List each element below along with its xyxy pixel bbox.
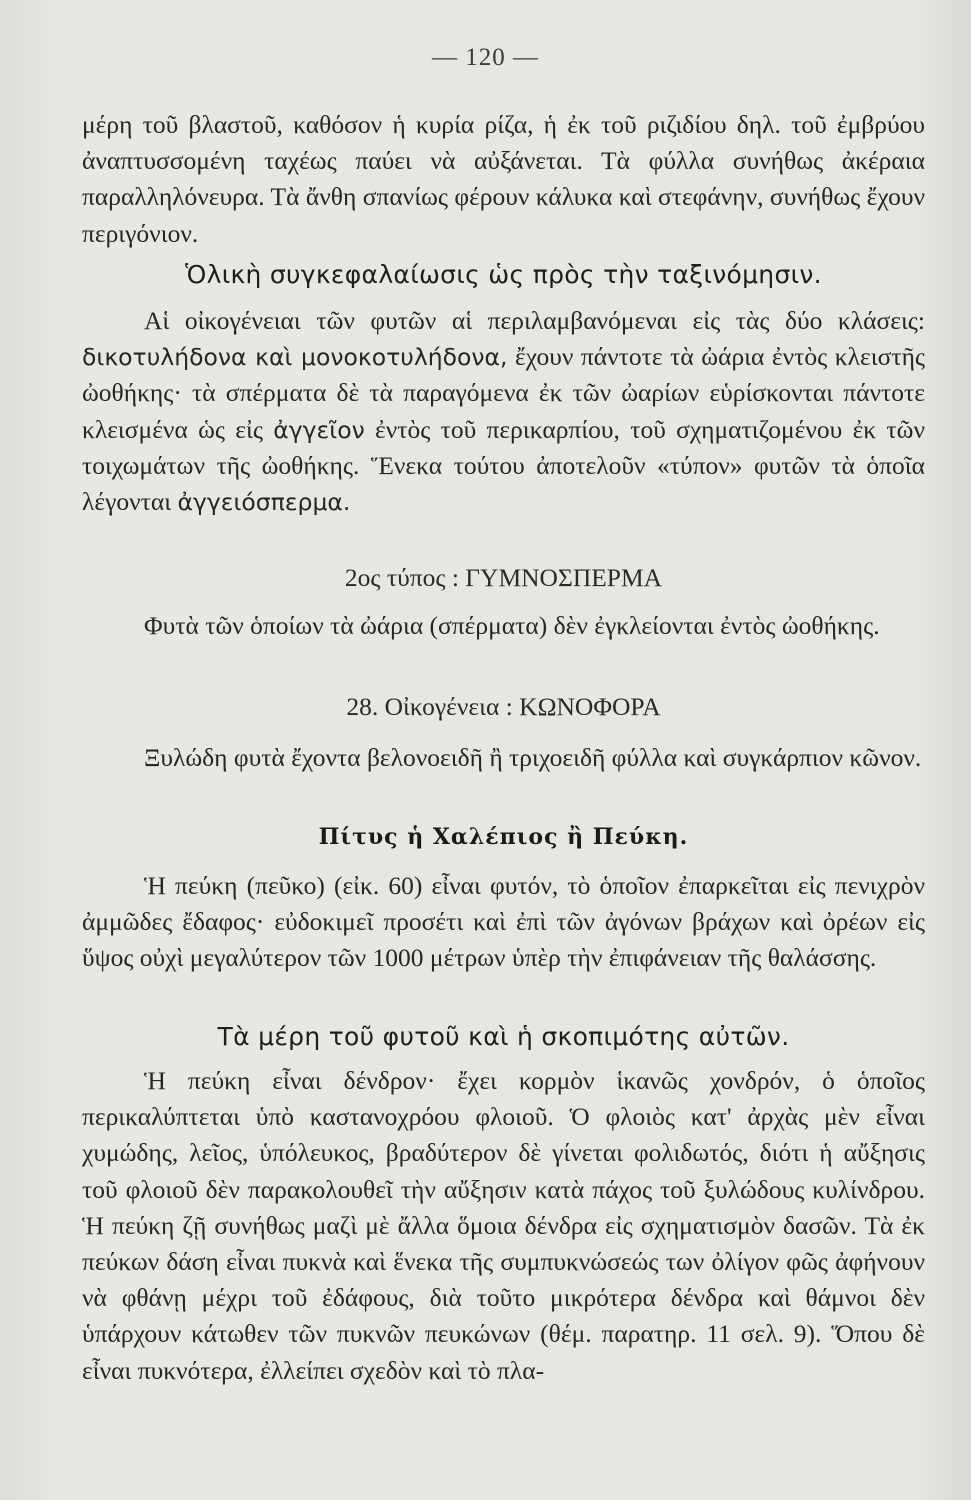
paragraph-text: Ἡ πεύκη (πεῦκο) (εἰκ. 60) εἶναι φυτόν, τὸ ὁποῖον ἐπαρκεῖται εἰς πενιχρὸν ἀμμῶδες ἔδαφος· εὐδοκιμεῖ προσέτι καὶ ἐπὶ τῶν ἀγόνων βράχων καὶ ὀρέων εἰς ὕψος οὐχὶ μεγαλύτερον τῶν 1000 μέτρων ὑπὲρ τὴν ἐπιφάνειαν τῆς θαλάσσης. (82, 871, 925, 973)
paragraph-text: μέρη τοῦ βλαστοῦ, καθόσον ἡ κυρία ρίζα, ἡ ἐκ τοῦ ριζιδίου δηλ. τοῦ ἐμβρύου ἀναπτυσσομένη ταχέως παύει νὰ αὐξάνεται. Τὰ φύλλα συνήθως ἀκέραια παραλληλόνευρα. Τὰ ἄνθη σπανίως φέρουν κάλυκα καὶ στεφάνην, συνήθως ἔχουν περιγόνιον. (82, 110, 925, 248)
term-angiosperm: ἀγγειόσπερμα. (177, 488, 351, 517)
paragraph-monocot-summary (82, 107, 925, 252)
paragraph-text-middle: ἔχουν πάντοτε τὰ ὠάρια ἐντὸς κλειστῆς ὠοθήκης· τὰ σπέρματα δὲ τὰ παραγόμενα ἐκ τῶν ὠαρίων εὑρίσκονται πάντοτε κλεισμένα ὡς εἰς (82, 342, 925, 444)
heading-plant-parts: Τὰ μέρη τοῦ φυτοῦ καὶ ἡ σκοπιμότης αὐτῶν. (217, 1022, 790, 1051)
heading-gymnosperm-type: 2ος τύπος : ΓΥΜΝΟΣΠΕΡΜΑ (344, 563, 663, 592)
term-vessel: ἀγγεῖον (273, 415, 365, 444)
heading-classification-summary: Ὁλικὴ συγκεφαλαίωσις ὡς πρὸς τὴν ταξινόμησιν. (185, 260, 822, 289)
paragraph-text-end: ἐντὸς τοῦ περικαρπίου, τοῦ σχηματιζομένου ἐκ τῶν τοιχωμάτων τῆς ὠοθήκης. Ἕνεκα τούτου ἀποτελοῦν «τύπον» φυτῶν τὰ ὁποῖα λέγονται (82, 414, 925, 517)
paragraph-pine-description (82, 1063, 925, 1389)
paragraph-text: Ξυλώδη φυτὰ ἔχοντα βελονοειδῆ ἢ τριχοειδῆ φύλλα καὶ συγκάρπιον κῶνον. (144, 743, 922, 772)
paragraph-gymnosperm-definition (82, 608, 925, 644)
page-number: — 120 — (432, 44, 539, 71)
paragraph-pine-habitat (82, 868, 925, 977)
paragraph-text: Φυτὰ τῶν ὁποίων τὰ ὠάρια (σπέρματα) δὲν ἐγκλείονται ἐντὸς ὠοθήκης. (144, 611, 880, 640)
heading-aleppo-pine: Πίτυς ἡ Χαλέπιος ἢ Πεύκη. (318, 824, 689, 850)
paragraph-text: Ἡ πεύκη εἶναι δένδρον· ἔχει κορμὸν ἱκανῶς χονδρόν, ὁ ὁποῖος περικαλύπτεται ὑπὸ καστανοχρόου φλοιοῦ. Ὁ φλοιὸς κατ' ἀρχὰς μὲν εἶναι χυμώδης, λεῖος, ὑπόλευκος, βραδύτερον δὲ γίνεται φολιδωτός, διότι ἡ αὔξησις τοῦ φλοιοῦ δὲν παρακολουθεῖ τὴν αὔξησιν κατὰ πάχος τοῦ ξυλώδους κυλίνδρου. Ἡ πεύκη ζῇ συνήθως μαζὶ μὲ ἄλλα ὅμοια δένδρα εἰς σχηματισμὸν δασῶν. Τὰ ἐκ πεύκων δάση εἶναι πυκνὰ καὶ ἕνεκα τῆς συμπυκνώσεώς των ὀλίγον φῶς ἀφήνουν νὰ φθάνῃ μέχρι τοῦ ἐδάφους, διὰ τοῦτο μικρότερα δένδρα καὶ θάμνοι δὲν ὑπάρχουν κάτωθεν τῶν πυκνῶν πευκώνων (θέμ. παρατηρ. 11 σελ. 9). Ὅπου δὲ εἶναι πυκνότερα, ἐλλείπει σχεδὸν καὶ τὸ πλα- (82, 1066, 925, 1385)
paragraph-text-start: Αἱ οἰκογένειαι τῶν φυτῶν αἱ περιλαμβανόμεναι εἰς τὰς δύο κλάσεις: (144, 306, 925, 335)
heading-conifer-family: 28. Οἰκογένεια : ΚΩΝΟΦΟΡΑ (346, 692, 661, 721)
paragraph-conifer-definition (82, 740, 925, 776)
class-names: δικοτυλήδονα καὶ μονοκοτυλήδονα, (82, 343, 508, 372)
paragraph-angiosperm-definition (82, 303, 925, 520)
